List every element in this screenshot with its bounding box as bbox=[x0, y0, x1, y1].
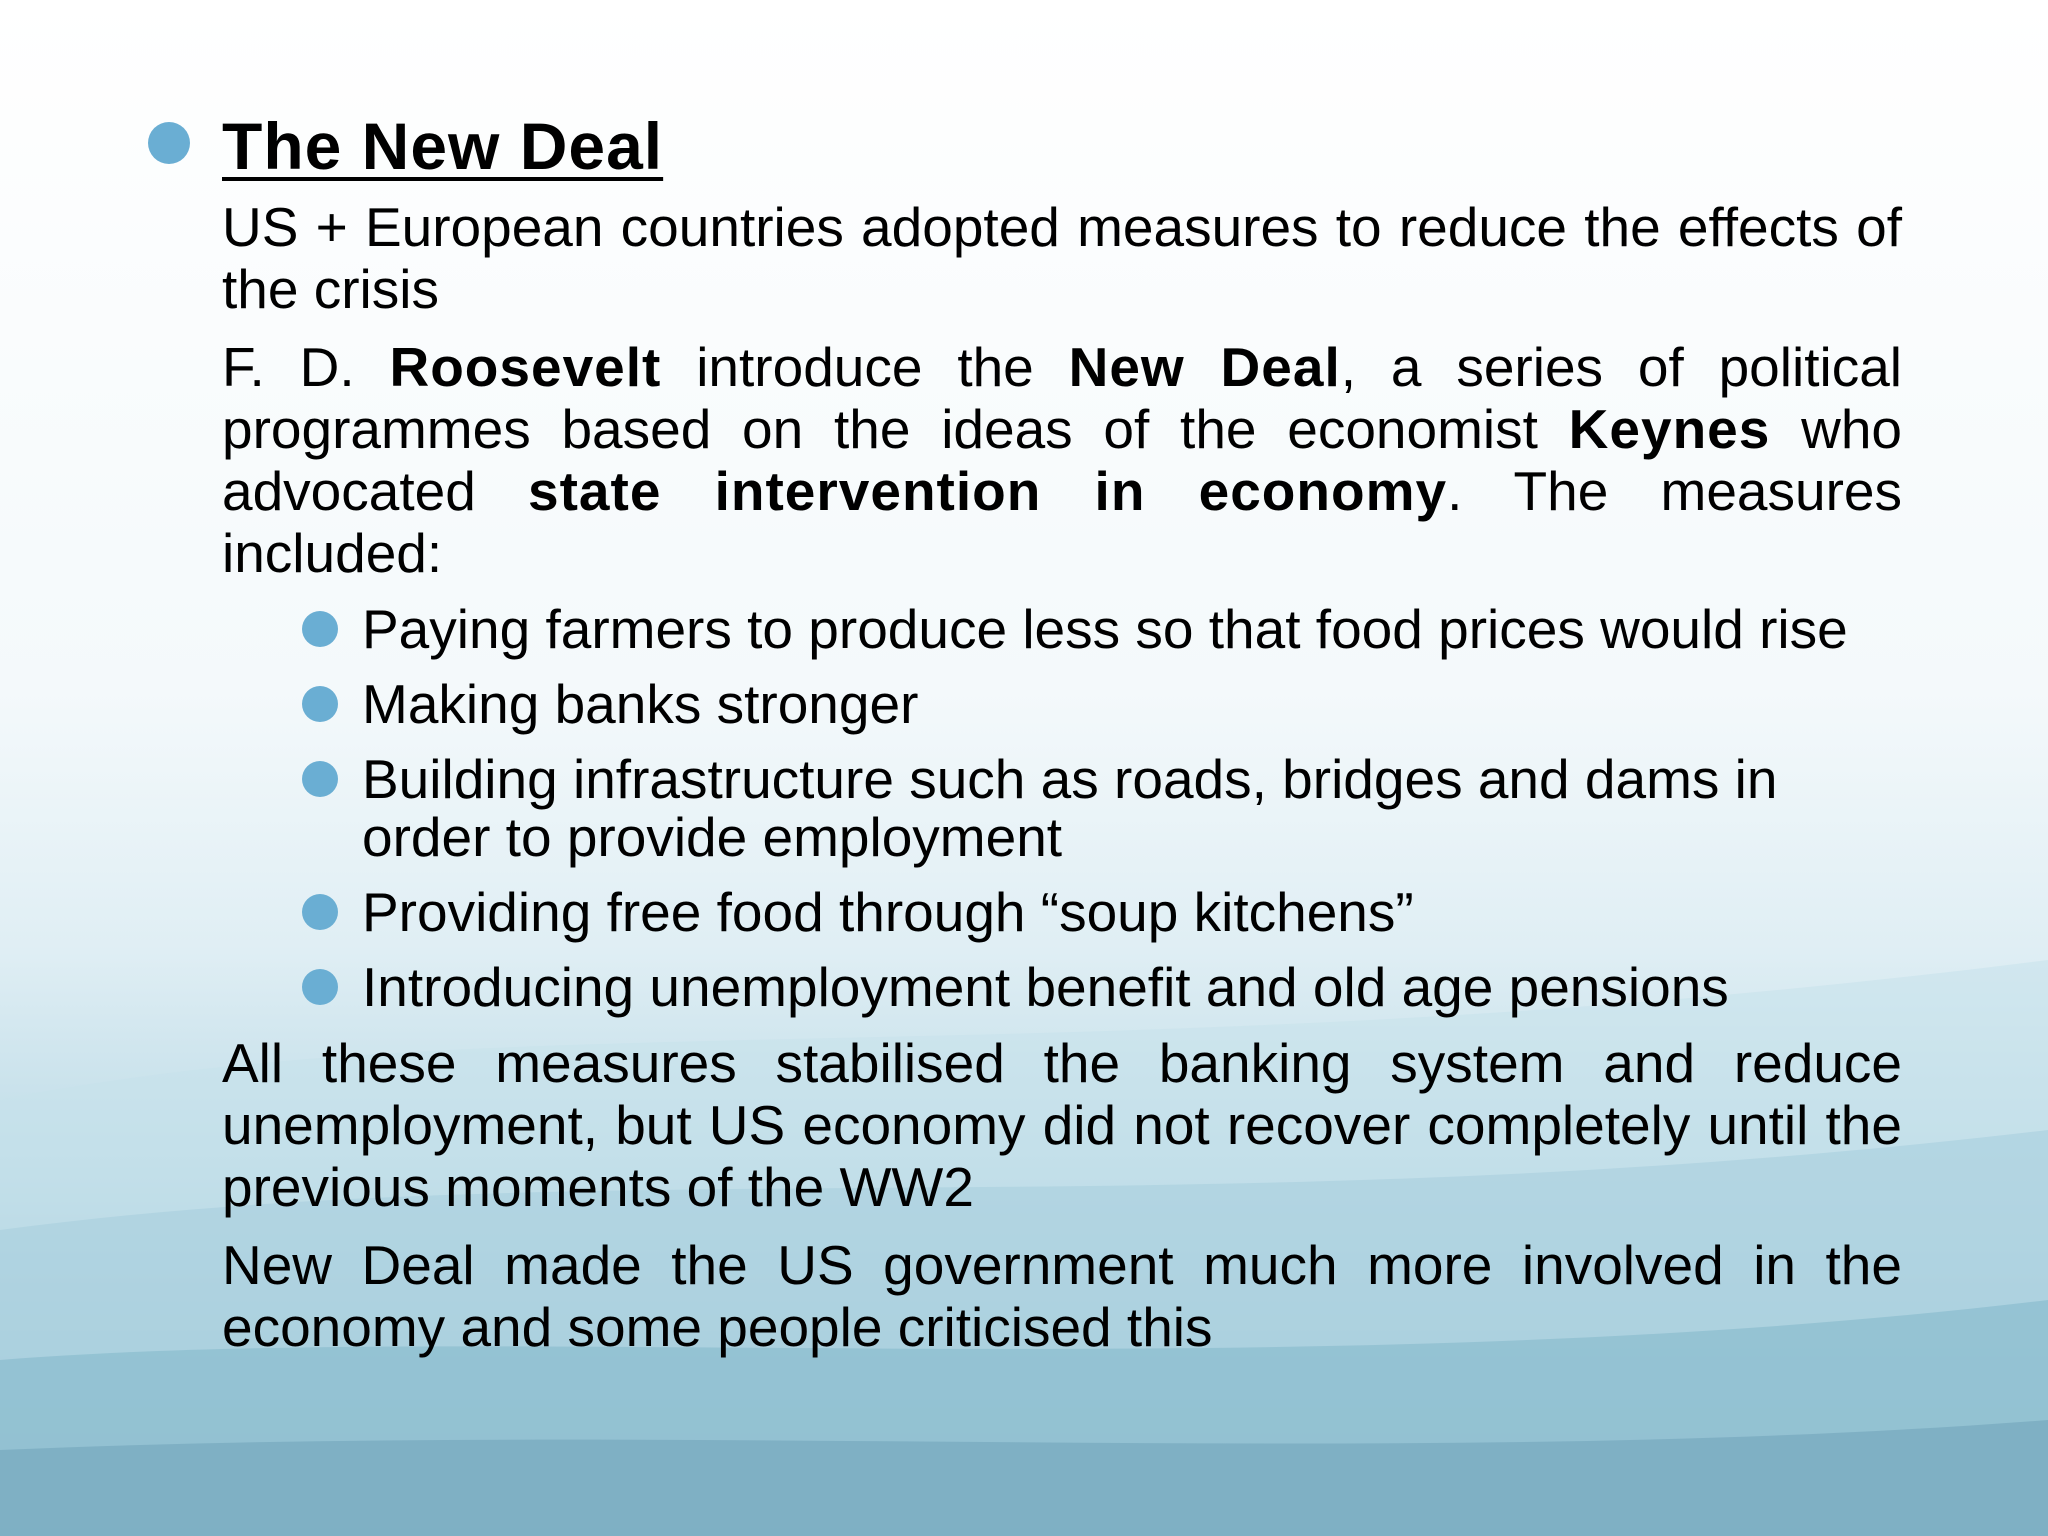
measure-item: Making banks stronger bbox=[362, 673, 919, 735]
measure-item: Paying farmers to produce less so that food prices would rise bbox=[362, 598, 1848, 660]
intro-paragraph: US + European countries adopted measures to reduce the effects of the crisis bbox=[222, 196, 1902, 320]
roosevelt-paragraph bbox=[222, 336, 1902, 584]
measure-item: Providing free food through “soup kitchens” bbox=[362, 881, 1414, 943]
text-segment: . The measures included: bbox=[222, 460, 1903, 584]
text-segment: introduce the bbox=[661, 336, 1069, 398]
bullet-icon bbox=[302, 969, 338, 1005]
text-segment: F. D. bbox=[222, 336, 390, 398]
title-bullet-icon bbox=[148, 122, 190, 164]
measure-item: Building infrastructure such as roads, bridges and dams in order to provide employment bbox=[362, 748, 1778, 868]
summary-paragraph: All these measures stabilised the banking system and reduce unemployment, but US economy did not recover completely until the previous moments of the WW2 bbox=[222, 1032, 1902, 1218]
bold-new-deal: New Deal bbox=[1068, 336, 1341, 398]
bold-keynes: Keynes bbox=[1568, 398, 1771, 460]
bullet-icon bbox=[302, 686, 338, 722]
slide-title: The New Deal bbox=[222, 109, 664, 183]
bold-roosevelt: Roosevelt bbox=[389, 336, 662, 398]
bullet-icon bbox=[302, 761, 338, 797]
bold-state-intervention: state intervention in economy bbox=[528, 460, 1448, 522]
text-segment: who advocated bbox=[222, 398, 1902, 522]
text-segment: , a series of political programmes based on the ideas of the economist bbox=[222, 336, 1903, 460]
measure-item: Introducing unemployment benefit and old age pensions bbox=[362, 956, 1729, 1018]
bullet-icon bbox=[302, 894, 338, 930]
bullet-icon bbox=[302, 611, 338, 647]
criticism-paragraph: New Deal made the US government much more involved in the economy and some people criticised this bbox=[222, 1234, 1902, 1358]
